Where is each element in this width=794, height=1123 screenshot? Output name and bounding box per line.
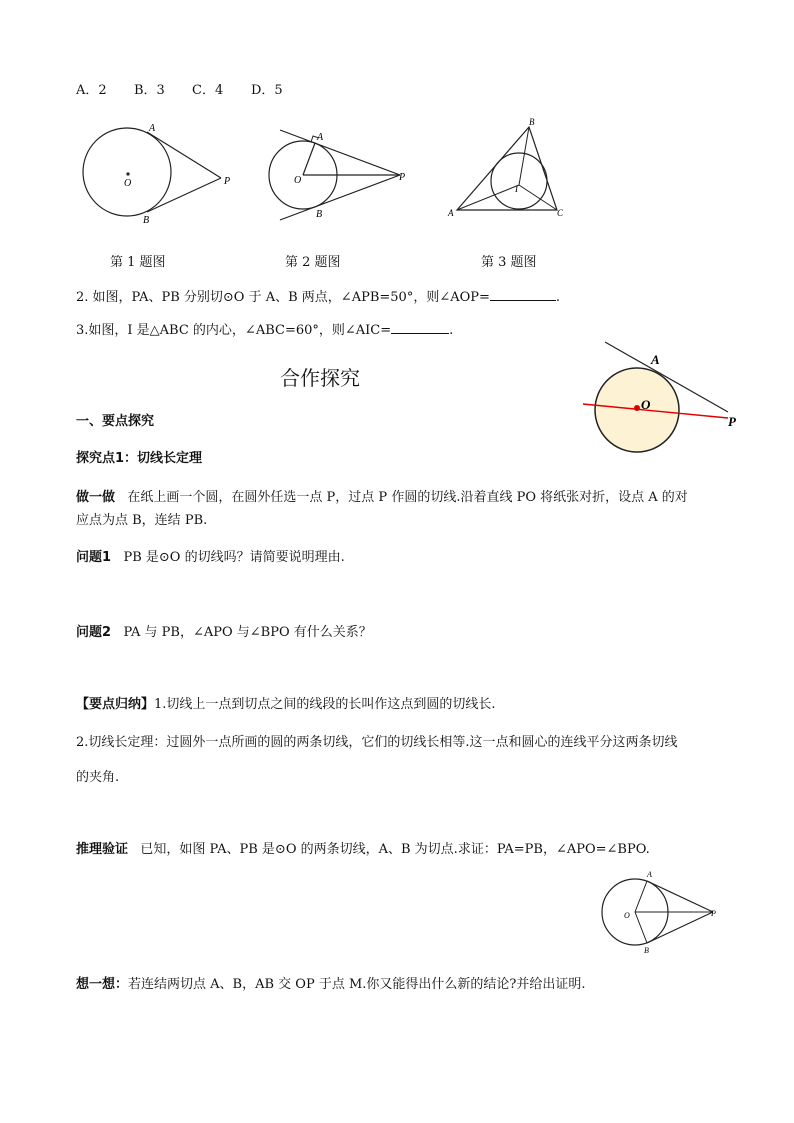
question-2-end: . xyxy=(555,290,561,305)
think-paragraph xyxy=(76,973,586,992)
fig3-label-i: I xyxy=(515,184,518,194)
problem-1-label: 问题1 xyxy=(76,550,112,565)
point-1-heading: 探究点1：切线长定理 xyxy=(76,451,203,466)
figure-5 xyxy=(598,868,723,958)
fig4-label-a: A xyxy=(651,352,660,367)
option-d: D．5 xyxy=(251,83,283,98)
fig2-caption: 第 2 题图 xyxy=(285,255,341,270)
section-title: 合作探究 xyxy=(280,366,360,390)
summary-2-line1: 2.切线长定理：过圆外一点所画的圆的两条切线，它们的切线长相等.这一点和圆心的连线平分这两条切线 xyxy=(76,735,678,750)
figure-3 xyxy=(445,115,575,225)
fig5-label-b: B xyxy=(644,946,649,955)
think-label: 想一想： xyxy=(76,977,129,992)
option-c: C．4 xyxy=(192,83,224,98)
proof-text: 已知，如图 PA、PB 是⊙O 的两条切线，A、B 为切点.求证：PA=PB，∠APO=∠BPO. xyxy=(140,842,650,857)
summary-1-text: 1.切线上一点到切点之间的线段的长叫作这点到圆的切线长. xyxy=(154,697,496,712)
try-paragraph xyxy=(76,486,688,505)
summary-label: 【要点归纳】 xyxy=(76,697,155,712)
question-3 xyxy=(76,319,453,338)
option-a: A．2 xyxy=(76,83,107,98)
subsection-heading: 一、要点探究 xyxy=(76,414,155,429)
think-text: 若连结两切点 A、B，AB 交 OP 于点 M.你又能得出什么新的结论?并给出证明. xyxy=(128,977,586,992)
fig1-caption: 第 1 题图 xyxy=(110,255,166,270)
fig3-caption: 第 3 题图 xyxy=(481,255,537,270)
question-3-answer-blank[interactable] xyxy=(391,321,449,334)
fig1-label-p: P xyxy=(224,176,231,187)
problem-1-text: PB 是⊙O 的切线吗？请简要说明理由. xyxy=(123,550,345,565)
try-text-line1: 在纸上画一个圆，在圆外任选一点 P，过点 P 作圆的切线.沿着直线 PO 将纸张对折，设点 A 的对 xyxy=(127,490,688,505)
problem-1 xyxy=(76,546,345,565)
figure-4 xyxy=(575,340,750,455)
proof-paragraph xyxy=(76,838,650,857)
problem-2-text: PA 与 PB，∠APO 与∠BPO 有什么关系？ xyxy=(123,625,372,640)
option-b: B．3 xyxy=(134,83,165,98)
try-text-line2: 应点为点 B，连结 PB. xyxy=(76,513,208,528)
fig3-label-b: B xyxy=(529,117,535,127)
fig5-label-o: O xyxy=(624,911,630,920)
fig2-label-p: P xyxy=(399,172,406,183)
proof-label: 推理验证 xyxy=(76,842,129,857)
try-label: 做一做 xyxy=(76,490,116,505)
figure-2 xyxy=(268,122,413,222)
question-2 xyxy=(76,286,560,305)
question-3-text: 3.如图，I 是△ABC 的内心，∠ABC=60°，则∠AIC= xyxy=(76,323,392,338)
fig1-label-o: O xyxy=(124,178,132,189)
summary-1 xyxy=(76,693,496,712)
fig5-label-a: A xyxy=(647,870,652,879)
summary-2-line2: 的夹角. xyxy=(76,770,120,785)
question-2-answer-blank[interactable] xyxy=(490,288,556,301)
figure-1 xyxy=(78,118,248,230)
question-2-text: 2. 如图，PA、PB 分别切⊙O 于 A、B 两点，∠APB=50°，则∠AOP= xyxy=(76,290,490,305)
fig3-label-c: C xyxy=(557,208,564,218)
fig1-label-a: A xyxy=(149,123,156,134)
fig4-label-p: P xyxy=(728,414,736,429)
problem-2-label: 问题2 xyxy=(76,625,112,640)
fig4-label-o: O xyxy=(641,397,651,412)
fig2-label-o: O xyxy=(294,175,302,186)
fig3-label-a: A xyxy=(448,208,454,218)
question-3-end: . xyxy=(449,323,454,338)
fig1-label-b: B xyxy=(143,215,150,226)
fig2-label-a: A xyxy=(317,132,324,143)
problem-2 xyxy=(76,621,372,640)
fig5-label-p: P xyxy=(711,909,716,918)
fig2-label-b: B xyxy=(316,209,323,220)
